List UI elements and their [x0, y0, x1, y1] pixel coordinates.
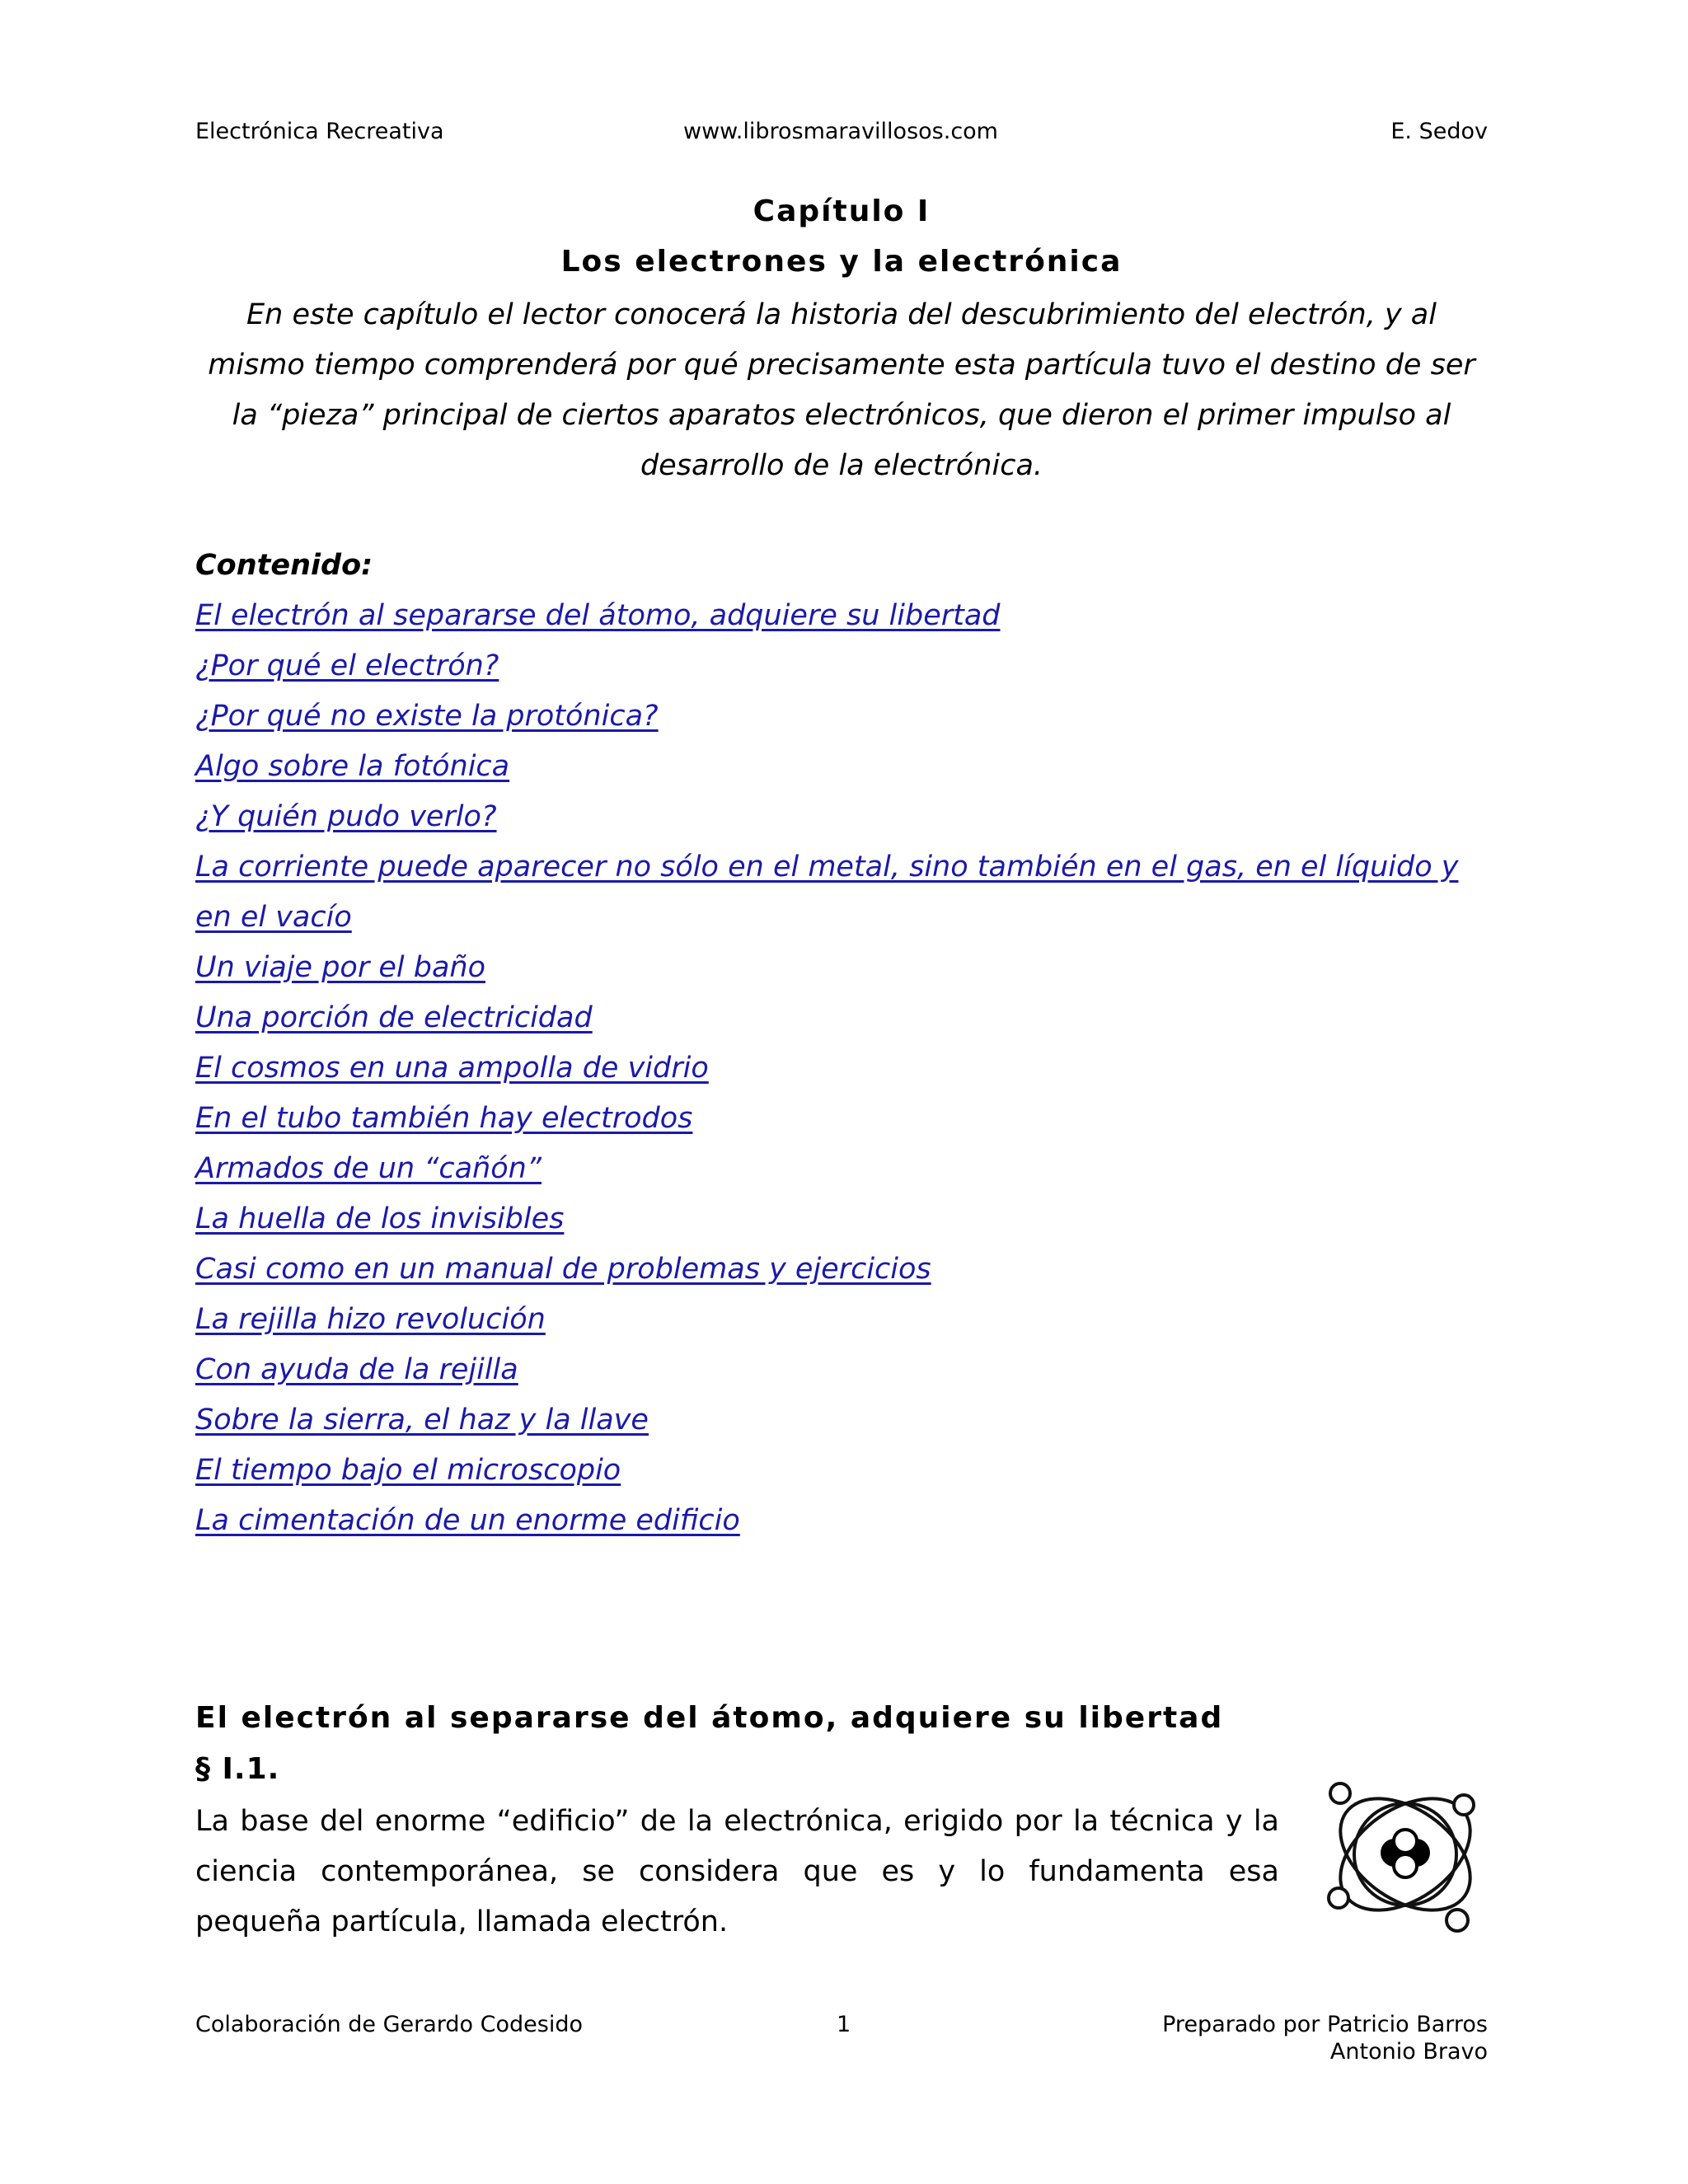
toc-link[interactable]: El cosmos en una ampolla de vidrio: [195, 1052, 709, 1085]
chapter-intro: En este capítulo el lector conocerá la historia del descubrimiento del electrón, y al mismo tiempo comprenderá por qué precisamente esta partícula tuvo el destino de ser la “pieza” principal de ciertos aparatos electrónicos, que dieron el primer impulso al desarrollo de la electrónica.: [208, 298, 1475, 482]
toc-item: [195, 1094, 1488, 1144]
contents-label: Contenido:: [195, 549, 373, 582]
toc-item: [195, 993, 1488, 1043]
toc-item: [195, 691, 1488, 742]
toc-link[interactable]: ¿Por qué el electrón?: [195, 649, 499, 682]
table-of-contents: [195, 591, 1488, 1546]
toc-item: [195, 742, 1488, 792]
toc-link[interactable]: La corriente puede aparecer no sólo en el metal, sino también en el gas, en el líquido y en el vacío: [195, 851, 1459, 934]
page-footer: [195, 2011, 1488, 2069]
atom-icon: [1325, 1770, 1486, 1939]
toc-item: [195, 1496, 1488, 1546]
toc-link[interactable]: Sobre la sierra, el haz y la llave: [195, 1404, 649, 1436]
section-heading: El electrón al separarse del átomo, adquiere su libertad: [195, 1701, 1224, 1735]
toc-item: [195, 1395, 1488, 1446]
footer-collaboration: Colaboración de Gerardo Codesido: [195, 2012, 584, 2037]
chapter-label: Capítulo I: [753, 194, 931, 228]
toc-item: [195, 1194, 1488, 1244]
toc-item: [195, 792, 1488, 842]
toc-link[interactable]: ¿Y quién pudo verlo?: [195, 800, 497, 833]
toc-item: [195, 1446, 1488, 1496]
toc-item: [195, 1144, 1488, 1194]
toc-link[interactable]: La huella de los invisibles: [195, 1202, 565, 1235]
toc-item: [195, 1244, 1488, 1295]
page-number: 1: [837, 2012, 851, 2037]
footer-prepared-by: Preparado por Patricio Barros: [1162, 2012, 1488, 2037]
footer-co-preparer: Antonio Bravo: [1329, 2039, 1488, 2064]
toc-link[interactable]: Con ayuda de la rejilla: [195, 1353, 518, 1386]
toc-link[interactable]: Una porción de electricidad: [195, 1001, 593, 1034]
toc-link[interactable]: Un viaje por el baño: [195, 951, 485, 984]
toc-link[interactable]: En el tubo también hay electrodos: [195, 1102, 693, 1135]
section-body-text: La base del enorme “edificio” de la electrónica, erigido por la técnica y la ciencia contemporánea, se considera que es y lo fundamenta esa pequeña partícula, llamada electrón.: [195, 1805, 1279, 1938]
toc-item: [195, 1345, 1488, 1395]
toc-link[interactable]: La rejilla hizo revolución: [195, 1303, 546, 1336]
page-header: [195, 115, 1488, 148]
toc-item: [195, 943, 1488, 993]
toc-link[interactable]: ¿Por qué no existe la protónica?: [195, 700, 659, 733]
header-website: www.librosmaravillosos.com: [683, 119, 998, 144]
toc-item: [195, 641, 1488, 691]
toc-item: [195, 842, 1488, 943]
toc-link[interactable]: Casi como en un manual de problemas y ejercicios: [195, 1253, 931, 1286]
header-book-title: Electrónica Recreativa: [195, 119, 444, 144]
toc-link[interactable]: La cimentación de un enorme edificio: [195, 1504, 740, 1537]
footer-credits: [1162, 2011, 1488, 2065]
toc-item: [195, 1295, 1488, 1345]
toc-item: [195, 591, 1488, 641]
toc-link[interactable]: Armados de un “cañón”: [195, 1152, 542, 1185]
toc-item: [195, 1043, 1488, 1094]
section-number: § I.1.: [195, 1752, 280, 1786]
toc-link[interactable]: Algo sobre la fotónica: [195, 750, 510, 783]
toc-link[interactable]: El electrón al separarse del átomo, adquiere su libertad: [195, 599, 1001, 632]
header-author: E. Sedov: [1390, 119, 1488, 144]
toc-link[interactable]: El tiempo bajo el microscopio: [195, 1454, 621, 1487]
chapter-title: Los electrones y la electrónica: [560, 245, 1123, 279]
